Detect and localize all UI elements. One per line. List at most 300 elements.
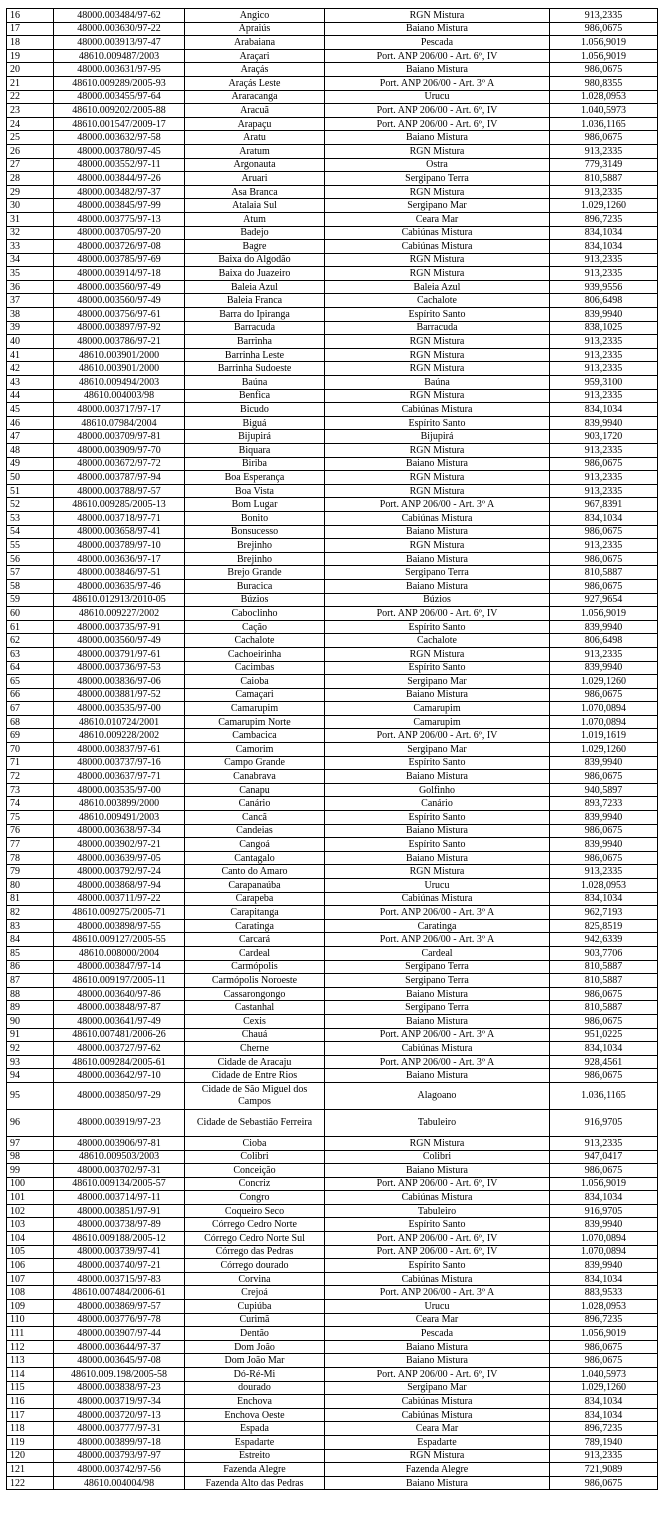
process-number: 48000.003787/97-94 (54, 471, 185, 485)
reference-oil: Espadarte (325, 1435, 550, 1449)
price-value: 913,2335 (550, 9, 658, 23)
process-number: 48610.009491/2003 (54, 811, 185, 825)
table-row (7, 1028, 658, 1042)
field-name: Chauá (185, 1028, 325, 1042)
process-number: 48610.003901/2000 (54, 362, 185, 376)
price-value: 1.056,9019 (550, 49, 658, 63)
row-number: 47 (7, 430, 54, 444)
table-row (7, 811, 658, 825)
reference-oil: RGN Mistura (325, 144, 550, 158)
reference-oil: Baiano Mistura (325, 525, 550, 539)
process-number: 48000.003641/97-49 (54, 1014, 185, 1028)
price-value: 913,2335 (550, 444, 658, 458)
table-row (7, 144, 658, 158)
row-number: 65 (7, 675, 54, 689)
row-number: 108 (7, 1286, 54, 1300)
row-number: 36 (7, 280, 54, 294)
row-number: 54 (7, 525, 54, 539)
field-name: Crejoá (185, 1286, 325, 1300)
table-row (7, 1463, 658, 1477)
process-number: 48000.003869/97-57 (54, 1300, 185, 1314)
field-name: Carapanaúba (185, 879, 325, 893)
table-row (7, 1272, 658, 1286)
price-value: 986,0675 (550, 688, 658, 702)
process-number: 48000.003658/97-41 (54, 525, 185, 539)
reference-oil: Port. ANP 206/00 - Art. 3º A (325, 1286, 550, 1300)
process-number: 48000.003632/97-58 (54, 131, 185, 145)
table-row (7, 471, 658, 485)
process-number: 48000.003455/97-64 (54, 90, 185, 104)
field-name: Carapeba (185, 892, 325, 906)
process-number: 48610.003901/2000 (54, 348, 185, 362)
field-name: Campo Grande (185, 756, 325, 770)
field-name: Búzios (185, 593, 325, 607)
table-row (7, 675, 658, 689)
row-number: 87 (7, 974, 54, 988)
table-row (7, 1150, 658, 1164)
price-value: 986,0675 (550, 552, 658, 566)
table-row (7, 702, 658, 716)
price-value: 916,9705 (550, 1204, 658, 1218)
field-name: Boa Esperança (185, 471, 325, 485)
row-number: 52 (7, 498, 54, 512)
price-value: 1.029,1260 (550, 675, 658, 689)
row-number: 70 (7, 743, 54, 757)
reference-oil: Sergipano Mar (325, 199, 550, 213)
table-row (7, 321, 658, 335)
field-name: Barrinha Sudoeste (185, 362, 325, 376)
price-value: 834,1034 (550, 403, 658, 417)
row-number: 32 (7, 226, 54, 240)
price-value: 986,0675 (550, 131, 658, 145)
row-number: 20 (7, 63, 54, 77)
price-value: 839,9940 (550, 308, 658, 322)
price-value: 810,5887 (550, 172, 658, 186)
reference-oil: Cachalote (325, 634, 550, 648)
row-number: 104 (7, 1232, 54, 1246)
reference-oil: Espírito Santo (325, 416, 550, 430)
field-name: Concriz (185, 1177, 325, 1191)
field-name: Arabaiana (185, 36, 325, 50)
process-number: 48610.009228/2002 (54, 729, 185, 743)
reference-oil: Espírito Santo (325, 811, 550, 825)
process-number: 48000.003788/97-57 (54, 484, 185, 498)
field-name: Espada (185, 1422, 325, 1436)
process-number: 48610.009503/2003 (54, 1150, 185, 1164)
field-name: Biguá (185, 416, 325, 430)
field-name: Canapu (185, 783, 325, 797)
price-value: 913,2335 (550, 362, 658, 376)
reference-oil: Baiano Mistura (325, 63, 550, 77)
process-number: 48610.007484/2006-61 (54, 1286, 185, 1300)
field-name: Caboclinho (185, 607, 325, 621)
row-number: 76 (7, 824, 54, 838)
field-name: Araracanga (185, 90, 325, 104)
price-value: 834,1034 (550, 240, 658, 254)
row-number: 88 (7, 987, 54, 1001)
reference-oil: RGN Mistura (325, 865, 550, 879)
field-name: Cachalote (185, 634, 325, 648)
process-number: 48000.003737/97-16 (54, 756, 185, 770)
price-value: 810,5887 (550, 974, 658, 988)
table-row (7, 539, 658, 553)
process-number: 48000.003735/97-91 (54, 620, 185, 634)
process-number: 48000.003919/97-23 (54, 1109, 185, 1136)
reference-oil: Ceara Mar (325, 1422, 550, 1436)
field-name: Benfica (185, 389, 325, 403)
price-value: 986,0675 (550, 1069, 658, 1083)
price-value: 913,2335 (550, 539, 658, 553)
table-row (7, 743, 658, 757)
price-value: 913,2335 (550, 389, 658, 403)
reference-oil: Sergipano Terra (325, 566, 550, 580)
table-row (7, 1286, 658, 1300)
field-name: Aruari (185, 172, 325, 186)
field-name: Dom João (185, 1340, 325, 1354)
field-name: Cardeal (185, 946, 325, 960)
table-body (7, 9, 658, 1490)
reference-oil: RGN Mistura (325, 267, 550, 281)
table-row (7, 607, 658, 621)
row-number: 33 (7, 240, 54, 254)
table-row (7, 253, 658, 267)
price-value: 1.056,9019 (550, 607, 658, 621)
process-number: 48000.003756/97-61 (54, 308, 185, 322)
field-name: Camaçari (185, 688, 325, 702)
table-row (7, 1055, 658, 1069)
price-value: 913,2335 (550, 1136, 658, 1150)
row-number: 98 (7, 1150, 54, 1164)
table-row (7, 1069, 658, 1083)
table-row (7, 525, 658, 539)
table-row (7, 212, 658, 226)
row-number: 120 (7, 1449, 54, 1463)
process-number: 48000.003777/97-31 (54, 1422, 185, 1436)
table-row (7, 172, 658, 186)
row-number: 63 (7, 647, 54, 661)
reference-oil: Port. ANP 206/00 - Art. 3º A (325, 498, 550, 512)
row-number: 73 (7, 783, 54, 797)
price-value: 980,8355 (550, 76, 658, 90)
row-number: 75 (7, 811, 54, 825)
field-name: Bicudo (185, 403, 325, 417)
table-row (7, 1014, 658, 1028)
price-value: 913,2335 (550, 253, 658, 267)
reference-oil: Baiano Mistura (325, 1014, 550, 1028)
field-name: Biquara (185, 444, 325, 458)
process-number: 48000.003868/97-94 (54, 879, 185, 893)
process-number: 48000.003715/97-83 (54, 1272, 185, 1286)
table-row (7, 1136, 658, 1150)
reference-oil: Sergipano Terra (325, 960, 550, 974)
process-number: 48610.009284/2005-61 (54, 1055, 185, 1069)
reference-oil: Espírito Santo (325, 838, 550, 852)
field-name: Cexis (185, 1014, 325, 1028)
field-name: Buracica (185, 579, 325, 593)
price-value: 913,2335 (550, 471, 658, 485)
reference-oil: Baiano Mistura (325, 1164, 550, 1178)
reference-oil: RGN Mistura (325, 444, 550, 458)
reference-oil: Baiano Mistura (325, 688, 550, 702)
field-name: Bagre (185, 240, 325, 254)
process-number: 48000.003738/97-89 (54, 1218, 185, 1232)
table-row (7, 1313, 658, 1327)
process-number: 48000.003736/97-53 (54, 661, 185, 675)
price-value: 1.070,0894 (550, 715, 658, 729)
table-row (7, 892, 658, 906)
price-value: 1.036,1165 (550, 1082, 658, 1109)
table-row (7, 1204, 658, 1218)
process-number: 48610.009285/2005-13 (54, 498, 185, 512)
process-number: 48000.003838/97-23 (54, 1381, 185, 1395)
process-number: 48000.003560/97-49 (54, 280, 185, 294)
price-value: 806,6498 (550, 634, 658, 648)
price-value: 834,1034 (550, 226, 658, 240)
reference-oil: Urucu (325, 1300, 550, 1314)
process-number: 48610.009197/2005-11 (54, 974, 185, 988)
price-value: 947,0417 (550, 1150, 658, 1164)
process-number: 48610.009227/2002 (54, 607, 185, 621)
price-value: 834,1034 (550, 511, 658, 525)
price-value: 839,9940 (550, 1259, 658, 1273)
field-name: dourado (185, 1381, 325, 1395)
reference-oil: Fazenda Alegre (325, 1463, 550, 1477)
process-number: 48000.003837/97-61 (54, 743, 185, 757)
reference-oil: Sergipano Terra (325, 974, 550, 988)
field-name: Asa Branca (185, 185, 325, 199)
field-name: Estreito (185, 1449, 325, 1463)
reference-oil: Sergipano Terra (325, 172, 550, 186)
field-name: Fazenda Alto das Pedras (185, 1476, 325, 1490)
process-number: 48000.003836/97-06 (54, 675, 185, 689)
table-row (7, 1164, 658, 1178)
table-row (7, 566, 658, 580)
field-name: Enchova Oeste (185, 1408, 325, 1422)
field-name: Baixa do Juazeiro (185, 267, 325, 281)
field-name: Cidade de Sebastião Ferreira (185, 1109, 325, 1136)
reference-oil: Baiano Mistura (325, 457, 550, 471)
row-number: 26 (7, 144, 54, 158)
reference-oil: Colibri (325, 1150, 550, 1164)
row-number: 107 (7, 1272, 54, 1286)
field-name: Apraiús (185, 22, 325, 36)
reference-oil: Cachalote (325, 294, 550, 308)
reference-oil: Port. ANP 206/00 - Art. 3º A (325, 1055, 550, 1069)
field-name: Cidade de Aracaju (185, 1055, 325, 1069)
table-row (7, 90, 658, 104)
row-number: 48 (7, 444, 54, 458)
price-value: 928,4561 (550, 1055, 658, 1069)
reference-oil: Ceara Mar (325, 212, 550, 226)
reference-oil: Búzios (325, 593, 550, 607)
row-number: 93 (7, 1055, 54, 1069)
table-row (7, 376, 658, 390)
row-number: 58 (7, 579, 54, 593)
process-number: 48000.003906/97-81 (54, 1136, 185, 1150)
table-row (7, 620, 658, 634)
reference-oil: Port. ANP 206/00 - Art. 6º, IV (325, 104, 550, 118)
reference-oil: Baiano Mistura (325, 770, 550, 784)
process-number: 48610.009127/2005-55 (54, 933, 185, 947)
process-number: 48000.003727/97-62 (54, 1042, 185, 1056)
table-row (7, 1300, 658, 1314)
reference-oil: Camarupim (325, 715, 550, 729)
reference-oil: RGN Mistura (325, 348, 550, 362)
reference-oil: Espírito Santo (325, 661, 550, 675)
field-name: Cachoeirinha (185, 647, 325, 661)
table-row (7, 906, 658, 920)
row-number: 94 (7, 1069, 54, 1083)
process-number: 48610.009494/2003 (54, 376, 185, 390)
process-number: 48000.003711/97-22 (54, 892, 185, 906)
reference-oil: Caratinga (325, 919, 550, 933)
table-row (7, 36, 658, 50)
table-row (7, 1218, 658, 1232)
field-name: Argonauta (185, 158, 325, 172)
reference-oil: Golfinho (325, 783, 550, 797)
price-value: 940,5897 (550, 783, 658, 797)
field-name: Bonsucesso (185, 525, 325, 539)
price-value: 986,0675 (550, 1014, 658, 1028)
row-number: 83 (7, 919, 54, 933)
row-number: 34 (7, 253, 54, 267)
table-row (7, 226, 658, 240)
process-number: 48000.003739/97-41 (54, 1245, 185, 1259)
field-name: Cidade de Entre Rios (185, 1069, 325, 1083)
table-row (7, 348, 658, 362)
field-name: Araçari (185, 49, 325, 63)
table-row (7, 879, 658, 893)
process-number: 48000.003720/97-13 (54, 1408, 185, 1422)
row-number: 51 (7, 484, 54, 498)
table-row (7, 389, 658, 403)
field-name: Cambacica (185, 729, 325, 743)
reference-oil: Cabiúnas Mistura (325, 1408, 550, 1422)
price-value: 913,2335 (550, 1449, 658, 1463)
price-value: 1.029,1260 (550, 199, 658, 213)
field-name: Angico (185, 9, 325, 23)
price-value: 913,2335 (550, 484, 658, 498)
field-name: Enchova (185, 1395, 325, 1409)
price-value: 913,2335 (550, 267, 658, 281)
process-number: 48610.07984/2004 (54, 416, 185, 430)
row-number: 30 (7, 199, 54, 213)
table-row (7, 416, 658, 430)
field-name: Aracuã (185, 104, 325, 118)
row-number: 71 (7, 756, 54, 770)
reference-oil: Urucu (325, 90, 550, 104)
reference-oil: Port. ANP 206/00 - Art. 6º, IV (325, 49, 550, 63)
price-table-page (6, 8, 657, 1490)
price-value: 1.056,9019 (550, 1327, 658, 1341)
price-value: 834,1034 (550, 1042, 658, 1056)
row-number: 95 (7, 1082, 54, 1109)
reference-oil: Bijupirá (325, 430, 550, 444)
process-number: 48000.003775/97-13 (54, 212, 185, 226)
reference-oil: Espírito Santo (325, 1218, 550, 1232)
process-number: 48000.003902/97-21 (54, 838, 185, 852)
table-row (7, 919, 658, 933)
process-number: 48000.003535/97-00 (54, 702, 185, 716)
table-row (7, 1354, 658, 1368)
row-number: 92 (7, 1042, 54, 1056)
reference-oil: Baiano Mistura (325, 987, 550, 1001)
price-value: 986,0675 (550, 579, 658, 593)
reference-oil: RGN Mistura (325, 1449, 550, 1463)
field-name: Cassarongongo (185, 987, 325, 1001)
row-number: 16 (7, 9, 54, 23)
price-value: 942,6339 (550, 933, 658, 947)
price-value: 986,0675 (550, 1340, 658, 1354)
table-row (7, 838, 658, 852)
price-value: 1.028,0953 (550, 1300, 658, 1314)
table-row (7, 362, 658, 376)
table-row (7, 104, 658, 118)
field-name: Castanhal (185, 1001, 325, 1015)
process-number: 48000.003780/97-45 (54, 144, 185, 158)
row-number: 66 (7, 688, 54, 702)
price-value: 839,9940 (550, 416, 658, 430)
price-value: 839,9940 (550, 620, 658, 634)
reference-oil: RGN Mistura (325, 185, 550, 199)
reference-oil: Port. ANP 206/00 - Art. 3º A (325, 76, 550, 90)
field-name: Espadarte (185, 1435, 325, 1449)
row-number: 89 (7, 1001, 54, 1015)
row-number: 42 (7, 362, 54, 376)
reference-oil: Port. ANP 206/00 - Art. 6º, IV (325, 1177, 550, 1191)
field-name: Bom Lugar (185, 498, 325, 512)
row-number: 56 (7, 552, 54, 566)
price-value: 916,9705 (550, 1109, 658, 1136)
table-row (7, 634, 658, 648)
field-name: Baixa do Algodão (185, 253, 325, 267)
table-row (7, 1435, 658, 1449)
field-name: Dentão (185, 1327, 325, 1341)
field-name: Dom João Mar (185, 1354, 325, 1368)
price-value: 913,2335 (550, 185, 658, 199)
row-number: 28 (7, 172, 54, 186)
reference-oil: Urucu (325, 879, 550, 893)
reference-oil: Port. ANP 206/00 - Art. 3º A (325, 1028, 550, 1042)
field-price-table (6, 8, 658, 1490)
price-value: 1.028,0953 (550, 879, 658, 893)
table-row (7, 22, 658, 36)
row-number: 105 (7, 1245, 54, 1259)
field-name: Badejo (185, 226, 325, 240)
reference-oil: Ostra (325, 158, 550, 172)
table-row (7, 76, 658, 90)
reference-oil: Port. ANP 206/00 - Art. 3º A (325, 933, 550, 947)
row-number: 106 (7, 1259, 54, 1273)
field-name: Aratu (185, 131, 325, 145)
field-name: Colibri (185, 1150, 325, 1164)
table-row (7, 661, 658, 675)
field-name: Cação (185, 620, 325, 634)
field-name: Coqueiro Seco (185, 1204, 325, 1218)
field-name: Barracuda (185, 321, 325, 335)
process-number: 48610.009275/2005-71 (54, 906, 185, 920)
field-name: Brejo Grande (185, 566, 325, 580)
row-number: 38 (7, 308, 54, 322)
field-name: Fazenda Alegre (185, 1463, 325, 1477)
field-name: Bijupirá (185, 430, 325, 444)
price-value: 913,2335 (550, 865, 658, 879)
row-number: 37 (7, 294, 54, 308)
reference-oil: Baleia Azul (325, 280, 550, 294)
process-number: 48000.003709/97-81 (54, 430, 185, 444)
row-number: 112 (7, 1340, 54, 1354)
price-value: 1.056,9019 (550, 1177, 658, 1191)
